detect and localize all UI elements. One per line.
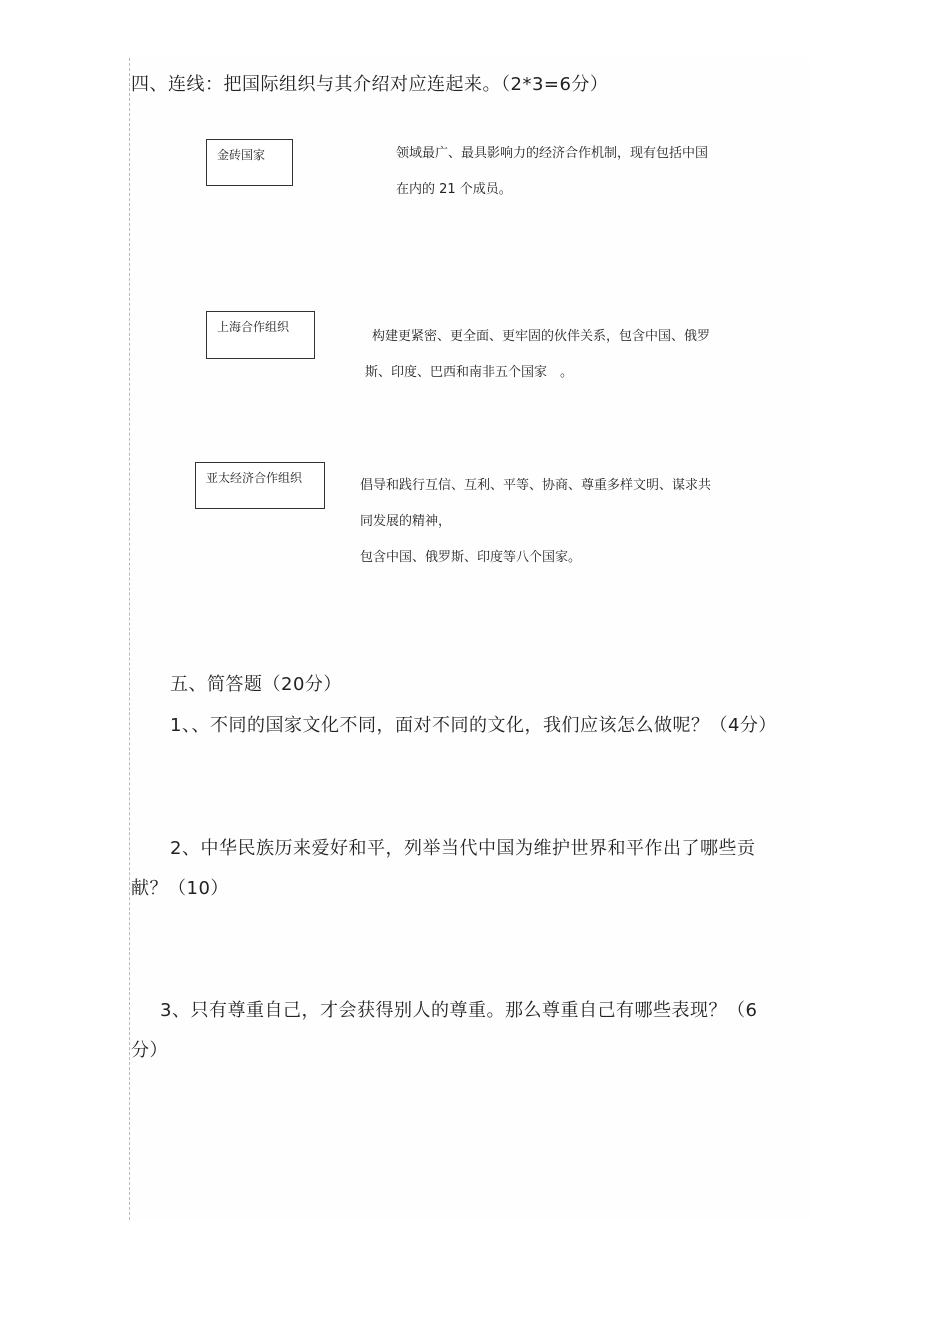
section-4-title: 四、连线：把国际组织与其介绍对应连起来。（2*3=6分） — [131, 74, 609, 95]
desc-2-line-1[interactable]: 构建更紧密、更全面、更牢固的伙伴关系，包含中国、俄罗 — [372, 329, 711, 344]
org-label-sco: 上海合作组织 — [217, 320, 290, 334]
question-2-line-1: 2、中华民族历来爱好和平，列举当代中国为维护世界和平作出了哪些贡 — [170, 838, 756, 859]
org-box-brics[interactable] — [206, 139, 293, 186]
org-box-sco[interactable] — [206, 311, 315, 359]
desc-1-line-1[interactable]: 领域最广、最具影响力的经济合作机制，现有包括中国 — [396, 146, 709, 161]
section-5-title: 五、简答题（20分） — [170, 674, 342, 695]
desc-2-line-2[interactable]: 斯、印度、巴西和南非五个国家 。 — [365, 365, 574, 380]
question-3-line-1: 3、只有尊重自己，才会获得别人的尊重。那么尊重自己有哪些表现？（6 — [160, 1000, 758, 1021]
desc-3-line-2[interactable]: 同发展的精神， — [360, 514, 452, 529]
desc-3-line-3[interactable]: 包含中国、俄罗斯、印度等八个国家。 — [360, 550, 582, 565]
question-1: 1、、不同的国家文化不同，面对不同的文化，我们应该怎么做呢？（4分） — [170, 715, 777, 736]
desc-3-line-1[interactable]: 倡导和践行互信、互利、平等、协商、尊重多样文明、谋求共 — [360, 478, 712, 493]
page-content-area — [130, 58, 810, 1220]
question-3-line-2: 分） — [131, 1040, 168, 1061]
org-label-apec: 亚太经济合作组织 — [206, 471, 303, 485]
question-2-line-2: 献？（10） — [131, 878, 229, 899]
desc-1-line-2[interactable]: 在内的 21 个成员。 — [396, 182, 512, 197]
org-box-apec[interactable] — [195, 462, 325, 509]
org-label-brics: 金砖国家 — [217, 148, 266, 162]
